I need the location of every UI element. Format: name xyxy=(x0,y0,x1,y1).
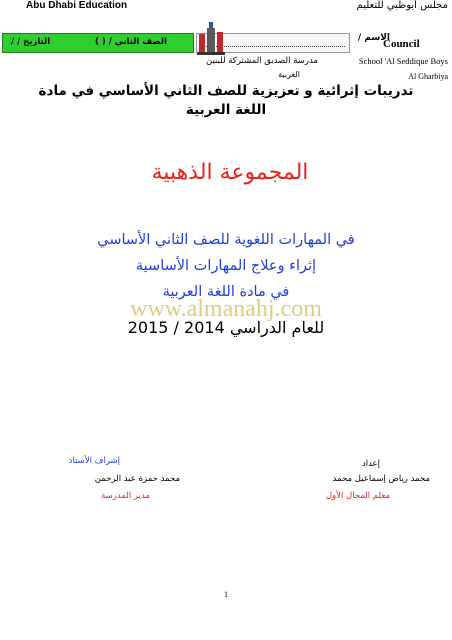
preparer-role: معلم المجال الأول xyxy=(325,491,390,501)
supervisor-label: إشراف الأستاذ xyxy=(68,456,120,466)
school-name-arabic: مدرسة الصديق المشتركة للبنين xyxy=(205,56,318,66)
school-name-english: School 'Al Seddique Boys xyxy=(358,56,448,66)
page-number: 1 xyxy=(224,590,228,599)
supervisor-role: مدير المدرسة xyxy=(101,491,150,501)
preparer-name: محمد رياض إسماعيل محمد xyxy=(332,474,430,484)
region-arabic: الغربية xyxy=(278,70,300,79)
skills-line: في المهارات اللغوية للصف الثاني الأساسي xyxy=(97,232,355,248)
prepared-by-label: إعداد xyxy=(361,459,380,469)
council-word: Council xyxy=(383,38,420,50)
school-logo-icon xyxy=(196,20,226,56)
website-watermark: www.almanahj.com xyxy=(130,296,322,322)
council-name-arabic: مجلس أبوظبي للتعليم xyxy=(356,0,448,11)
subject-line: في مادة اللغة العربية xyxy=(162,284,290,300)
document-subtitle: تدريبات إثرائية و تعزيزية للصف الثاني الأساسي في مادة اللغة العربية xyxy=(38,83,414,118)
name-label: الاسم / xyxy=(357,33,390,43)
academic-year: للعام الدراسي 2014 / 2015 xyxy=(127,318,325,337)
supervisor-name: محمد حمزة عبد الرحمن xyxy=(94,474,180,484)
council-name-english: Abu Dhabi Education xyxy=(26,0,128,11)
region-english: Al Gharbiya xyxy=(408,72,448,81)
enrichment-line: إثراء وعلاج المهارات الأساسية xyxy=(135,258,317,274)
date-field[interactable]: التاريخ / / xyxy=(11,37,51,47)
student-info-bar xyxy=(2,33,194,53)
grade-field[interactable]: الصف الثاني / ( ) xyxy=(95,37,167,47)
group-title: المجموعة الذهبية xyxy=(151,160,309,185)
